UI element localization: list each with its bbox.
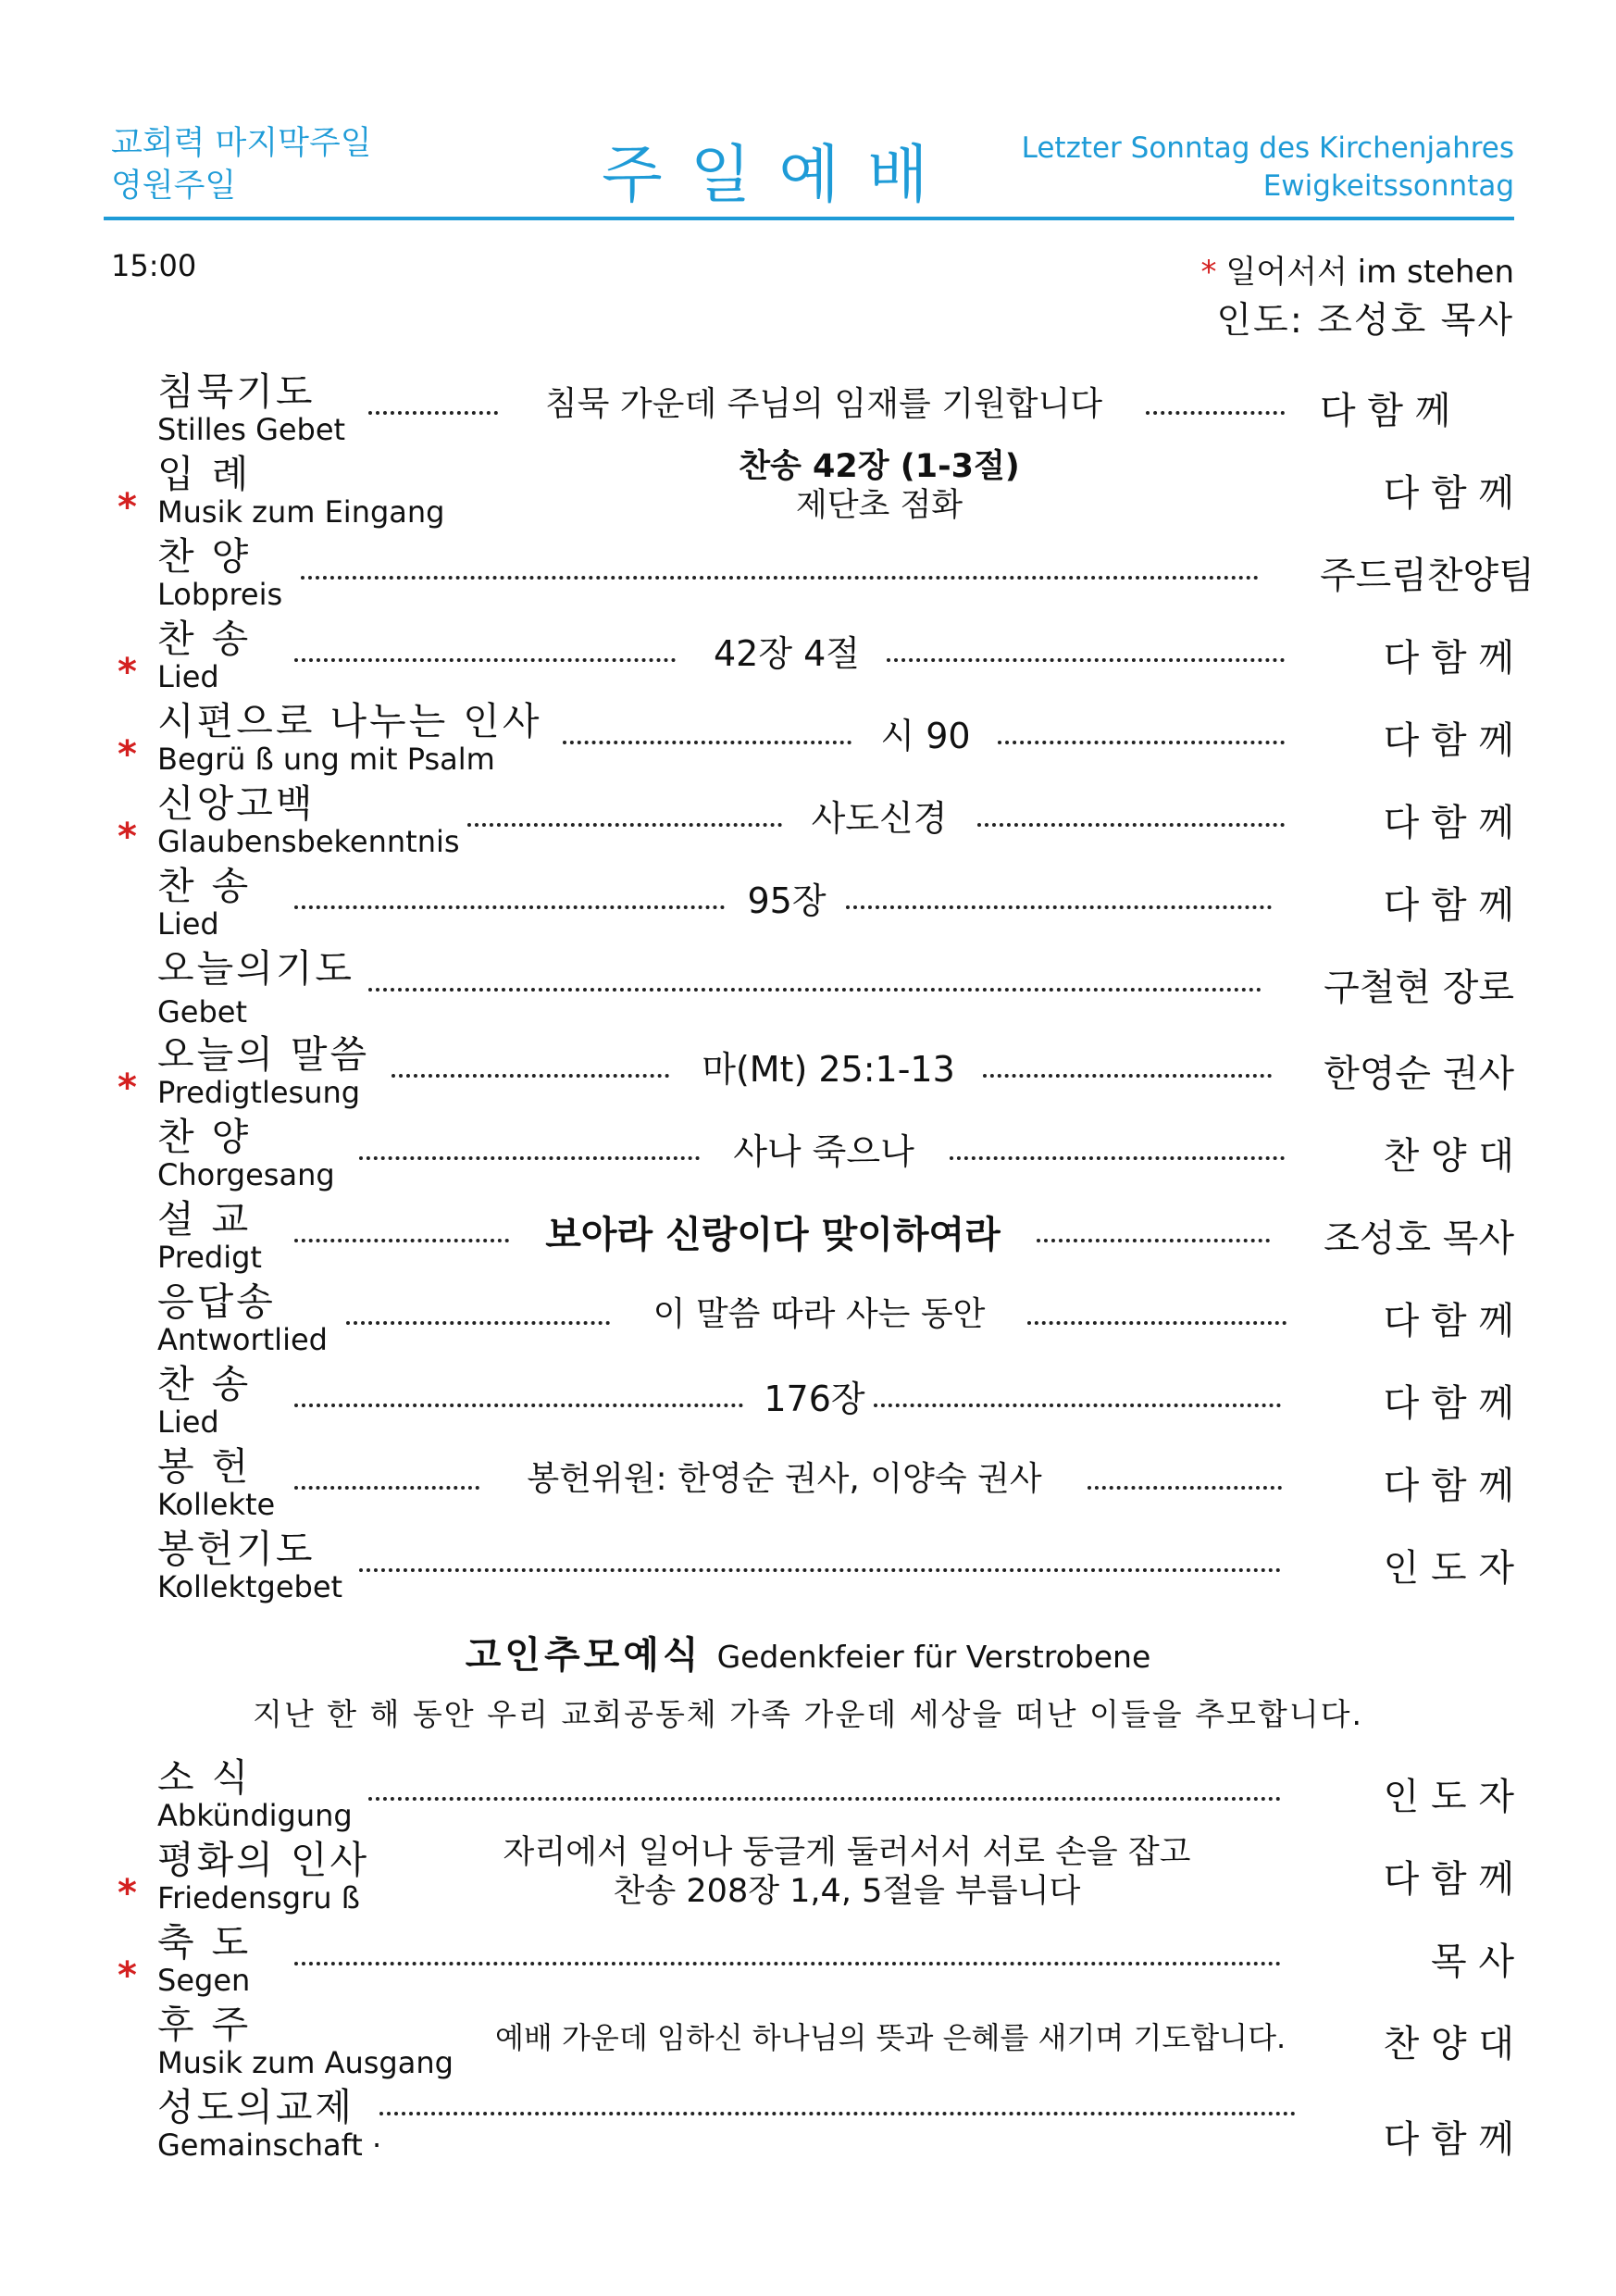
item-title-de: Abkündigung: [157, 1798, 353, 1833]
item-title-de: Kollekte: [157, 1487, 276, 1522]
item-responsible: 다 함 께: [1383, 1300, 1514, 1342]
item-responsible: 한영순 권사: [1324, 1053, 1514, 1095]
dot-leader: [368, 962, 1262, 992]
item-title-ko: 찬 송: [157, 864, 252, 908]
memorial-section-title: [0, 1626, 1616, 1678]
item-title-ko: 침묵기도: [157, 369, 316, 414]
dot-leader: [887, 632, 1285, 662]
dot-leader: [379, 2086, 1296, 2115]
standing-asterisk-icon: *: [118, 651, 137, 693]
dot-leader: [294, 1936, 1281, 1965]
standing-asterisk-icon: *: [118, 1954, 137, 1997]
order-item-silent-prayer: [0, 368, 1616, 450]
dot-leader: [294, 880, 725, 909]
memorial-title-de: Gedenkfeier für Verstrobene: [716, 1639, 1151, 1675]
order-item-scripture-reading: [0, 1031, 1616, 1113]
church-calendar-label: [111, 122, 372, 207]
dot-leader: [346, 1295, 610, 1325]
item-title-de: Lied: [157, 1404, 219, 1440]
item-title-de: Glaubensbekenntnis: [157, 824, 460, 859]
item-detail: 봉헌위원: 한영순 권사, 이양숙 권사: [527, 1460, 1042, 1498]
item-responsible: 찬 양 대: [1383, 1135, 1514, 1178]
item-title-de: Gebet: [157, 994, 248, 1029]
item-responsible: 주드림찬양팀: [1320, 555, 1535, 597]
standing-asterisk-icon: *: [118, 486, 137, 529]
item-title-de: Musik zum Ausgang: [157, 2045, 454, 2080]
standing-asterisk-icon: *: [118, 816, 137, 858]
item-title-ko: 시편으로 나누는 인사: [157, 699, 542, 743]
dot-leader: [294, 1460, 479, 1490]
item-title-de: Gemainschaft ·: [157, 2128, 382, 2163]
item-detail-line2: 찬송 208장 1,4, 5절을 부릅니다: [613, 1873, 1081, 1910]
item-title-ko: 찬 송: [157, 617, 252, 661]
item-detail: 침묵 가운데 주님의 임재를 기원합니다: [544, 385, 1103, 423]
dot-leader: [950, 1130, 1285, 1160]
item-title-ko: 봉헌기도: [157, 1527, 316, 1571]
item-detail-line2: 제단초 점화: [795, 487, 963, 524]
dot-leader: [368, 385, 498, 415]
order-item-psalm-greeting: [0, 698, 1616, 780]
item-title-ko: 오늘의기도: [157, 946, 355, 991]
dot-leader: [294, 1378, 743, 1407]
item-title-ko: 축 도: [157, 1920, 252, 1965]
item-responsible: 다 함 께: [1383, 1465, 1514, 1507]
dot-leader: [1146, 385, 1285, 415]
item-title-ko: 찬 양: [157, 534, 252, 579]
item-title-ko: 오늘의 말씀: [157, 1032, 370, 1077]
item-responsible: [1320, 381, 1514, 434]
item-detail: 95장: [747, 880, 827, 921]
header-divider: [104, 217, 1514, 220]
item-title-ko: 성도의교제: [157, 2085, 355, 2129]
dot-leader: [392, 1048, 669, 1078]
order-item-announcements: [0, 1754, 1616, 1836]
item-title-ko: 찬 양: [157, 1115, 252, 1159]
item-detail: 사나 죽으나: [733, 1131, 914, 1172]
dot-leader: [977, 797, 1285, 827]
item-detail: 예배 가운데 임하신 하나님의 뜻과 은혜를 새기며 기도합니다.: [495, 2020, 1287, 2055]
order-item-fellowship: [0, 2084, 1616, 2165]
standing-asterisk-icon: *: [118, 1067, 137, 1109]
item-title-ko: 봉 헌: [157, 1444, 252, 1489]
item-responsible: 인 도 자: [1383, 1776, 1514, 1818]
order-item-postlude: [0, 2002, 1616, 2083]
item-title-ko: 후 주: [157, 2003, 252, 2047]
dot-leader: [368, 1771, 1281, 1801]
order-item-peace-greeting: [0, 1834, 1616, 1918]
order-item-hymn-176: [0, 1361, 1616, 1442]
item-detail-line1: 자리에서 일어나 둥글게 둘러서서 서로 손을 잡고: [503, 1834, 1191, 1871]
item-detail: 사도신경: [811, 798, 948, 839]
item-responsible: 다 함 께: [1383, 2118, 1514, 2161]
item-responsible: 다 함 께: [1383, 719, 1514, 762]
order-item-entrance: [0, 448, 1616, 532]
item-responsible: 다 함 께: [1383, 472, 1514, 515]
item-responsible: 인 도 자: [1383, 1547, 1514, 1590]
dot-leader: [294, 632, 676, 662]
dot-leader: [998, 715, 1285, 744]
item-detail: 42장 4절: [713, 633, 861, 674]
dot-leader: [301, 550, 1259, 580]
standing-asterisk-icon: *: [1200, 254, 1217, 291]
order-item-response-song: [0, 1279, 1616, 1360]
item-title-de: Lied: [157, 906, 219, 942]
item-title-de: Chorgesang: [157, 1157, 335, 1192]
memorial-description: 지난 한 해 동안 우리 교회공동체 가족 가운데 세상을 떠난 이들을 추모합니다.: [252, 1696, 1364, 1732]
item-title-de: Musik zum Eingang: [157, 494, 445, 530]
service-time: 15:00: [111, 248, 197, 283]
item-title-ko: 찬 송: [157, 1362, 252, 1406]
item-detail: 마(Mt) 25:1-13: [702, 1049, 955, 1090]
dot-leader: [467, 797, 782, 827]
item-title-ko: 소 식: [157, 1755, 252, 1800]
standing-legend: [1200, 246, 1514, 292]
order-item-praise: [0, 533, 1616, 615]
item-title-de: Stilles Gebet: [157, 412, 346, 447]
church-calendar-line2: 영원주일: [111, 168, 237, 205]
standing-legend-text: 일어서서 im stehen: [1225, 254, 1514, 291]
dot-leader: [1037, 1213, 1270, 1242]
dot-leader: [1027, 1295, 1287, 1325]
order-item-hymn-42: [0, 616, 1616, 697]
memorial-title-ko: 고인추모예식: [465, 1634, 702, 1677]
item-responsible: 다 함 께: [1383, 1858, 1514, 1901]
service-leader: 인도: 조성호 목사: [1216, 300, 1514, 342]
item-title-de: Predigt: [157, 1240, 262, 1275]
item-responsible: 목 사: [1431, 1940, 1514, 1983]
item-title-de: Begrü ß ung mit Psalm: [157, 742, 495, 777]
german-calendar-line1: Letzter Sonntag des Kirchenjahres: [1021, 131, 1514, 165]
responsible-text: 다 함 께: [1320, 390, 1451, 432]
german-calendar-line2: Ewigkeitssonntag: [1262, 169, 1514, 203]
item-title-de: Lied: [157, 659, 219, 694]
order-item-prayer: [0, 945, 1616, 1027]
order-item-offering-prayer: [0, 1526, 1616, 1607]
dot-leader: [563, 715, 852, 744]
item-title-ko: 신앙고백: [157, 781, 316, 826]
dot-leader: [359, 1130, 700, 1160]
item-title-de: Kollektgebet: [157, 1569, 343, 1604]
item-responsible: 조성호 목사: [1324, 1217, 1514, 1260]
standing-asterisk-icon: *: [118, 1872, 137, 1915]
item-title-de: Segen: [157, 1963, 251, 1998]
dot-leader: [1088, 1460, 1282, 1490]
page-title: 주일예배: [602, 139, 956, 212]
item-detail: 시 90: [880, 716, 971, 756]
item-title-ko: 응답송: [157, 1279, 276, 1324]
church-calendar-line1: 교회력 마지막주일: [111, 125, 372, 162]
dot-leader: [359, 1542, 1281, 1572]
item-responsible: 구철현 장로: [1324, 967, 1514, 1009]
item-title-ko: 설 교: [157, 1197, 252, 1242]
item-detail: 이 말씀 따라 사는 동안: [653, 1295, 986, 1333]
item-detail-line1: 찬송 42장 (1-3절): [739, 448, 1020, 485]
dot-leader: [294, 1213, 509, 1242]
item-detail: 176장: [764, 1379, 865, 1419]
item-detail: [703, 447, 1055, 525]
item-responsible: 다 함 께: [1383, 884, 1514, 927]
item-responsible: 찬 양 대: [1383, 2023, 1514, 2065]
dot-leader: [874, 1378, 1281, 1407]
standing-asterisk-icon: *: [118, 733, 137, 776]
item-title-ko: 입 례: [157, 452, 252, 496]
order-item-benediction: [0, 1919, 1616, 2001]
dot-leader: [846, 880, 1272, 909]
order-item-choir: [0, 1114, 1616, 1195]
item-title-de: Lobpreis: [157, 577, 283, 612]
order-item-hymn-95: [0, 863, 1616, 944]
item-title-de: Antwortlied: [157, 1322, 328, 1357]
item-title-de: Predigtlesung: [157, 1075, 361, 1110]
item-responsible: 다 함 께: [1383, 802, 1514, 844]
item-responsible: 다 함 께: [1383, 1382, 1514, 1425]
order-item-creed: [0, 780, 1616, 862]
item-title-de: Friedensgru ß: [157, 1880, 360, 1915]
dot-leader: [983, 1048, 1272, 1078]
item-responsible: 다 함 께: [1383, 637, 1514, 680]
sermon-title: 보아라 신랑이다 맞이하여라: [545, 1214, 1001, 1256]
item-title-ko: 평화의 인사: [157, 1838, 370, 1882]
order-item-offering: [0, 1443, 1616, 1525]
german-calendar-label: [1022, 130, 1514, 206]
item-detail: [491, 1833, 1203, 1911]
order-item-sermon: [0, 1196, 1616, 1278]
